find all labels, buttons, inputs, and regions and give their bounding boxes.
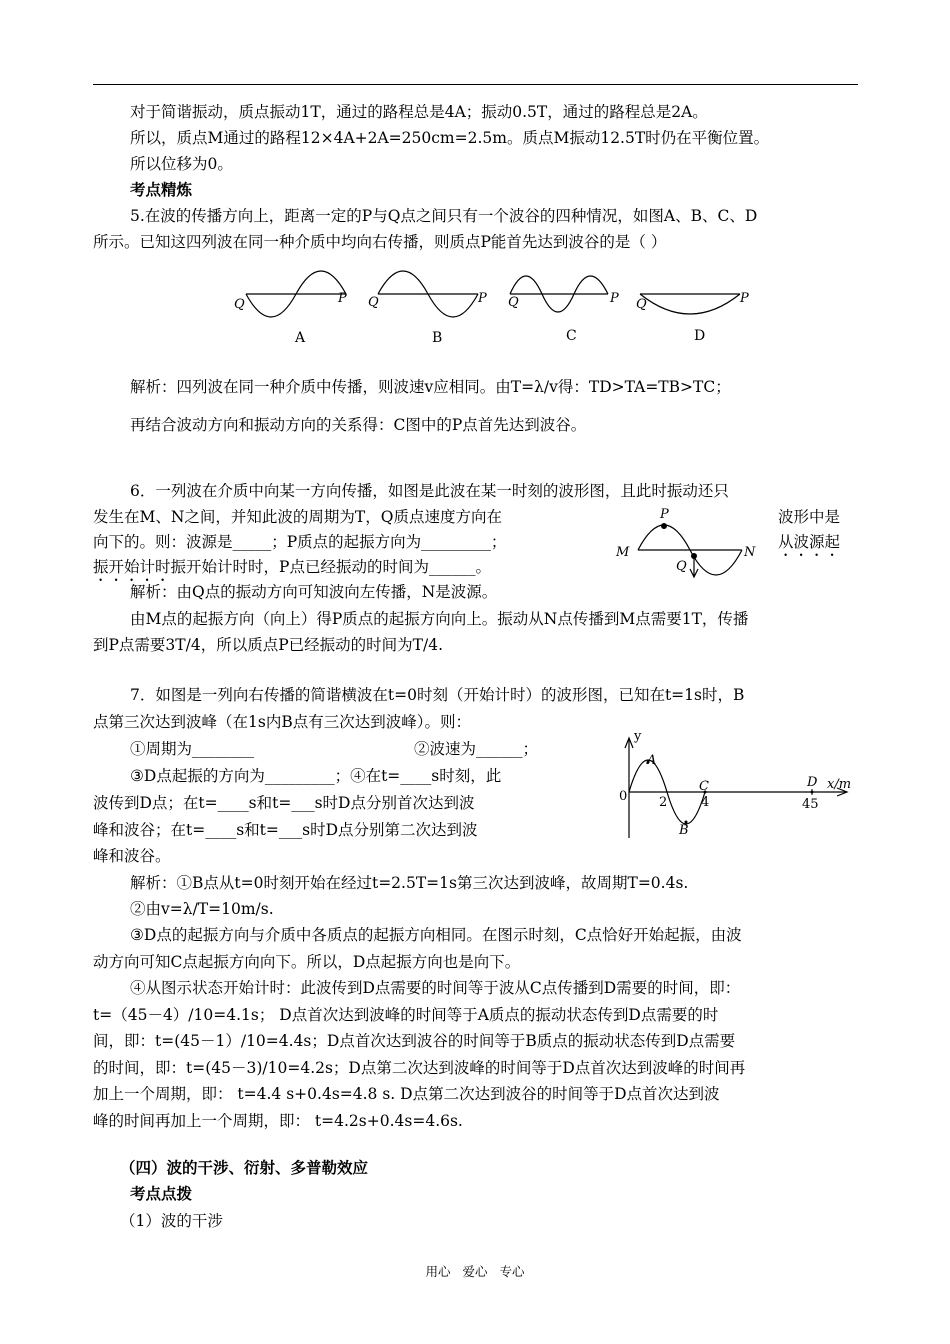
footer-item: 爱心 (462, 1264, 488, 1279)
fig5-b-p: P (478, 291, 487, 306)
text-line: ①周期为________ (130, 740, 255, 758)
text-line: 发生在M、N之间，并知此波的周期为T，Q质点速度方向在 (93, 508, 502, 526)
fig6-point-p (661, 523, 667, 529)
text-line: 5.在波的传播方向上，距离一定的P与Q点之间只有一个波谷的四种情况，如图A、B、C、D (130, 207, 758, 225)
fig6-label-n: N (744, 545, 756, 560)
fig7-tick-4: 4 (701, 795, 710, 810)
emphasis-prefix: 振开始计时 (93, 558, 171, 576)
fig7-y-label: y (634, 730, 642, 744)
text-line: 动方向可知C点起振方向向下。所以，D点起振方向也是向下。 (93, 953, 521, 971)
text-line: 解析：四列波在同一种介质中传播，则波速v应相同。由T=λ/v得：TD>TA=TB>TC； (130, 378, 731, 396)
text-line: 所以位移为0。 (130, 155, 233, 173)
fig6-label-m: M (616, 545, 630, 560)
text-line: ②波速为______； (414, 740, 539, 758)
fig5-label-d: D (694, 328, 706, 344)
text-line: ③D点的起振方向与介质中各质点的起振方向相同。在图示时刻，C点恰好开始起振，由波 (130, 926, 742, 944)
text-line: 波传到D点；在t=____s和t=___s时D点分别首次达到波 (93, 794, 475, 812)
text-line: 所以，质点M通过的路程12×4A+2A=250cm=2.5m。质点M振动12.5T时仍在平衡位置。 (130, 129, 770, 147)
text-line: 波形中是 (778, 508, 841, 526)
footer-item: 用心 (425, 1264, 451, 1279)
figure-6-waveform (610, 500, 770, 585)
text-line: 再结合波动方向和振动方向的关系得：C图中的P点首先达到波谷。 (130, 416, 587, 434)
figure-5-waveforms (228, 258, 768, 350)
text-line: 到P点需要3T/4，所以质点P已经振动的时间为T/4. (93, 636, 443, 654)
page-footer (0, 1262, 950, 1280)
fig7-point-a: A (647, 753, 657, 768)
fig5-a-p: P (338, 291, 347, 306)
text-line: 的时间，即：t=(45－3)/10=4.2s；D点第二次达到波峰的时间等于D点首次达到波峰的时间再 (93, 1059, 746, 1077)
fig5-label-a: A (295, 330, 306, 346)
text-line: 峰的时间再加上一个周期，即： t=4.2s+0.4s=4.6s. (93, 1112, 463, 1130)
section-heading: 考点精炼 (130, 180, 193, 199)
text-line: ②由v=λ/T=10m/s. (130, 900, 274, 918)
text-line: ④从图示状态开始计时：此波传到D点需要的时间等于波从C点传播到D需要的时间，即： (130, 979, 741, 997)
text-line: 所示。已知这四列波在同一种介质中均向右传播，则质点P能首先达到波谷的是（ ） (93, 233, 667, 251)
header-rule (93, 84, 858, 85)
fig6-point-q (691, 553, 697, 559)
fig5-d-p: P (740, 291, 749, 306)
fig7-tick-2: 2 (659, 795, 668, 810)
fig5-b-q: Q (368, 295, 379, 310)
text-line: ③D点起振的方向为_________；④在t=____s时刻，此 (130, 767, 502, 785)
fig7-x-label: x/m (827, 777, 852, 792)
text-line: 峰和波谷。 (93, 847, 171, 865)
fig5-d-wave (640, 294, 740, 314)
text-line: 解析：①B点从t=0时刻开始在经过t=2.5T=1s第三次达到波峰，故周期T=0.4s. (130, 874, 689, 892)
fig7-origin: 0 (619, 789, 628, 804)
text-line-emphasis: 从波源起 (778, 533, 841, 551)
text-line: 向下的。则：波源是_____；P质点的起振方向为_________； (93, 533, 507, 551)
fig7-point-d: D (807, 775, 818, 790)
text-line: 点第三次达到波峰（在1s内B点有三次达到波峰）。则： (93, 713, 471, 731)
fig7-tick-45: 45 (802, 797, 819, 812)
text-line: 解析：由Q点的振动方向可知波向左传播，N是波源。 (130, 583, 498, 601)
text-line: 7．如图是一列向右传播的简谐横波在t=0时刻（开始计时）的波形图，已知在t=1s时，B (130, 686, 745, 704)
fig7-point-c: C (699, 779, 709, 794)
fig5-a-q: Q (234, 297, 245, 312)
footer-item: 专心 (499, 1264, 525, 1279)
section-heading: （四）波的干涉、衍射、多普勒效应 (120, 1158, 369, 1177)
text-line-emphasis (93, 557, 491, 585)
text-line: 峰和波谷；在t=____s和t=___s时D点分别第二次达到波 (93, 821, 478, 839)
text-line: 振开始计时时，P点已经振动的时间为______。 (170, 558, 491, 576)
fig6-label-q: Q (676, 559, 687, 574)
fig5-c-q: Q (508, 295, 519, 310)
text-line: 对于简谐振动，质点振动1T，通过的路程总是4A；振动0.5T，通过的路程总是2A。 (130, 103, 708, 121)
text-line: 间，即：t=(45－1）/10=4.4s；D点首次达到波谷的时间等于B质点的振动状态传到D点需要 (93, 1032, 736, 1050)
text-line: 6．一列波在介质中向某一方向传播，如图是此波在某一时刻的波形图，且此时振动还只 (130, 482, 729, 500)
text-line: （1）波的干涉 (120, 1212, 223, 1230)
fig5-label-c: C (566, 328, 577, 344)
fig5-c-p: P (610, 291, 619, 306)
fig5-d-q: Q (636, 297, 647, 312)
text-line: t=（45－4）/10=4.1s； D点首次达到波峰的时间等于A质点的振动状态传到D点需要的时 (93, 1006, 719, 1024)
text-line: 由M点的起振方向（向上）得P质点的起振方向向上。振动从N点传播到M点需要1T，传播 (130, 610, 749, 628)
fig6-label-p: P (660, 507, 669, 522)
fig5-label-b: B (432, 330, 443, 346)
section-heading: 考点点拨 (130, 1184, 193, 1203)
fig7-point-b: B (679, 823, 689, 838)
text-line: 加上一个周期，即： t=4.4 s+0.4s=4.8 s. D点第二次达到波谷的时间等于D点首次达到波 (93, 1085, 720, 1103)
figure-7-waveform (615, 730, 865, 840)
